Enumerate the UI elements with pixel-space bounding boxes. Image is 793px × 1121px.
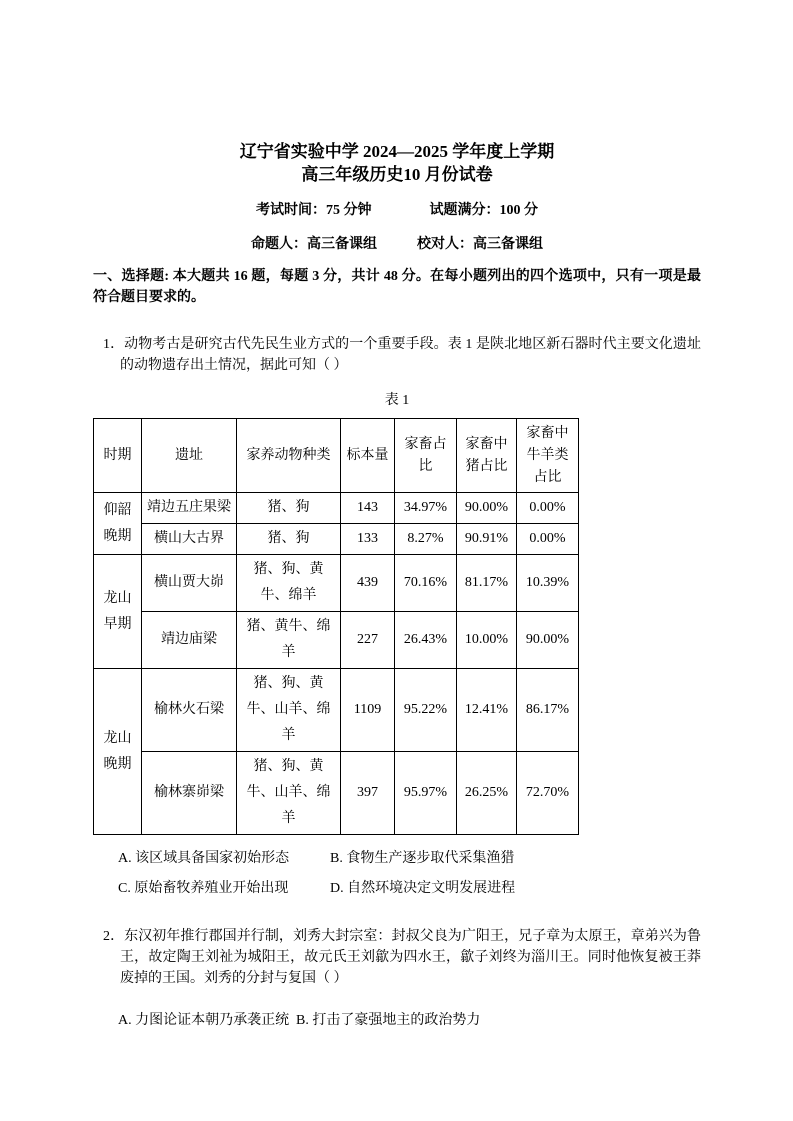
options-row bbox=[118, 849, 701, 868]
livestock-pct-cell: 95.97% bbox=[395, 752, 457, 835]
table-row bbox=[94, 524, 579, 555]
col-header-cattle-sheep-pct: 家畜中牛羊类占比 bbox=[517, 419, 579, 493]
col-header-sample-count: 标本量 bbox=[341, 419, 395, 493]
exam-info-line bbox=[93, 202, 701, 220]
exam-score-label: 试题满分：100 分 bbox=[429, 203, 538, 218]
table-row bbox=[94, 555, 579, 612]
pig-pct-cell: 81.17% bbox=[457, 555, 517, 612]
site-cell: 靖边庙梁 bbox=[142, 612, 237, 669]
animals-cell: 猪、狗、黄牛、绵羊 bbox=[237, 555, 341, 612]
livestock-pct-cell: 26.43% bbox=[395, 612, 457, 669]
table-row bbox=[94, 493, 579, 524]
col-header-animals: 家养动物种类 bbox=[237, 419, 341, 493]
question-2-text: 2．东汉初年推行郡国并行制，刘秀大封宗室：封叔父良为广阳王，兄子章为太原王，章弟兴为鲁王，故定陶王刘祉为城阳王，故元氏王刘歙为四水王，歙子刘终为淄川王。同时他恢复被王莽废掉的王国。刘秀的分封与复国（ ） bbox=[103, 929, 701, 986]
section-one-heading: 一、选择题: 本大题共 16 题，每题 3 分，共计 48 分。在每小题列出的四个选项中，只有一项是最符合题目要求的。 bbox=[93, 269, 701, 305]
option-2a: A. 力图论证本朝乃承袭正统 bbox=[118, 1013, 290, 1028]
options-row bbox=[118, 879, 701, 898]
sample-count-cell: 227 bbox=[341, 612, 395, 669]
livestock-pct-cell: 8.27% bbox=[395, 524, 457, 555]
option-1b: B. 食物生产逐步取代采集渔猎 bbox=[330, 851, 515, 866]
period-cell: 龙山晚期 bbox=[94, 669, 142, 835]
site-cell: 横山贾大峁 bbox=[142, 555, 237, 612]
table-caption: 表 1 bbox=[384, 393, 410, 408]
cattle-sheep-pct-cell: 10.39% bbox=[517, 555, 579, 612]
col-header-site: 遗址 bbox=[142, 419, 237, 493]
livestock-pct-cell: 70.16% bbox=[395, 555, 457, 612]
sample-count-cell: 143 bbox=[341, 493, 395, 524]
col-header-pig-pct: 家畜中猪占比 bbox=[457, 419, 517, 493]
question-2-options bbox=[93, 1011, 701, 1030]
cattle-sheep-pct-cell: 72.70% bbox=[517, 752, 579, 835]
option-1a: A. 该区域具备国家初始形态 bbox=[118, 851, 290, 866]
animals-cell: 猪、狗、黄牛、山羊、绵羊 bbox=[237, 752, 341, 835]
livestock-pct-cell: 34.97% bbox=[395, 493, 457, 524]
site-cell: 靖边五庄果梁 bbox=[142, 493, 237, 524]
cattle-sheep-pct-cell: 0.00% bbox=[517, 493, 579, 524]
pig-pct-cell: 90.91% bbox=[457, 524, 517, 555]
pig-pct-cell: 26.25% bbox=[457, 752, 517, 835]
pig-pct-cell: 90.00% bbox=[457, 493, 517, 524]
table-header-row bbox=[94, 419, 579, 493]
question-1-text: 1．动物考古是研究古代先民生业方式的一个重要手段。表 1 是陕北地区新石器时代主要文化遗址的动物遗存出土情况，据此可知（ ） bbox=[103, 337, 701, 373]
site-cell: 横山大古界 bbox=[142, 524, 237, 555]
exam-duration-label: 考试时间：75 分钟 bbox=[256, 203, 372, 218]
animals-cell: 猪、狗 bbox=[237, 493, 341, 524]
livestock-pct-cell: 95.22% bbox=[395, 669, 457, 752]
cattle-sheep-pct-cell: 86.17% bbox=[517, 669, 579, 752]
col-header-livestock-pct: 家畜占比 bbox=[395, 419, 457, 493]
option-2b: B. 打击了豪强地主的政治势力 bbox=[296, 1013, 481, 1028]
col-header-period: 时期 bbox=[94, 419, 142, 493]
sample-count-cell: 439 bbox=[341, 555, 395, 612]
cattle-sheep-pct-cell: 90.00% bbox=[517, 612, 579, 669]
cattle-sheep-pct-cell: 0.00% bbox=[517, 524, 579, 555]
site-cell: 榆林火石梁 bbox=[142, 669, 237, 752]
exam-title-line2: 高三年级历史10 月份试卷 bbox=[301, 165, 493, 184]
sample-count-cell: 133 bbox=[341, 524, 395, 555]
animals-cell: 猪、黄牛、绵羊 bbox=[237, 612, 341, 669]
animals-cell: 猪、狗 bbox=[237, 524, 341, 555]
animal-remains-table bbox=[93, 418, 579, 835]
table-row bbox=[94, 669, 579, 752]
proposer-label: 命题人：高三备课组 bbox=[251, 237, 377, 252]
option-1d: D. 自然环境决定文明发展进程 bbox=[330, 881, 516, 896]
sample-count-cell: 1109 bbox=[341, 669, 395, 752]
period-cell: 仰韶晚期 bbox=[94, 493, 142, 555]
pig-pct-cell: 12.41% bbox=[457, 669, 517, 752]
staff-info-line bbox=[93, 236, 701, 254]
proofreader-label: 校对人：高三备课组 bbox=[417, 237, 543, 252]
sample-count-cell: 397 bbox=[341, 752, 395, 835]
pig-pct-cell: 10.00% bbox=[457, 612, 517, 669]
site-cell: 榆林寨峁梁 bbox=[142, 752, 237, 835]
animals-cell: 猪、狗、黄牛、山羊、绵羊 bbox=[237, 669, 341, 752]
question-1-options bbox=[93, 849, 701, 898]
exam-title-line1: 辽宁省实验中学 2024—2025 学年度上学期 bbox=[239, 142, 555, 161]
option-1c: C. 原始畜牧养殖业开始出现 bbox=[118, 881, 289, 896]
table-row bbox=[94, 752, 579, 835]
table-row bbox=[94, 612, 579, 669]
period-cell: 龙山早期 bbox=[94, 555, 142, 669]
